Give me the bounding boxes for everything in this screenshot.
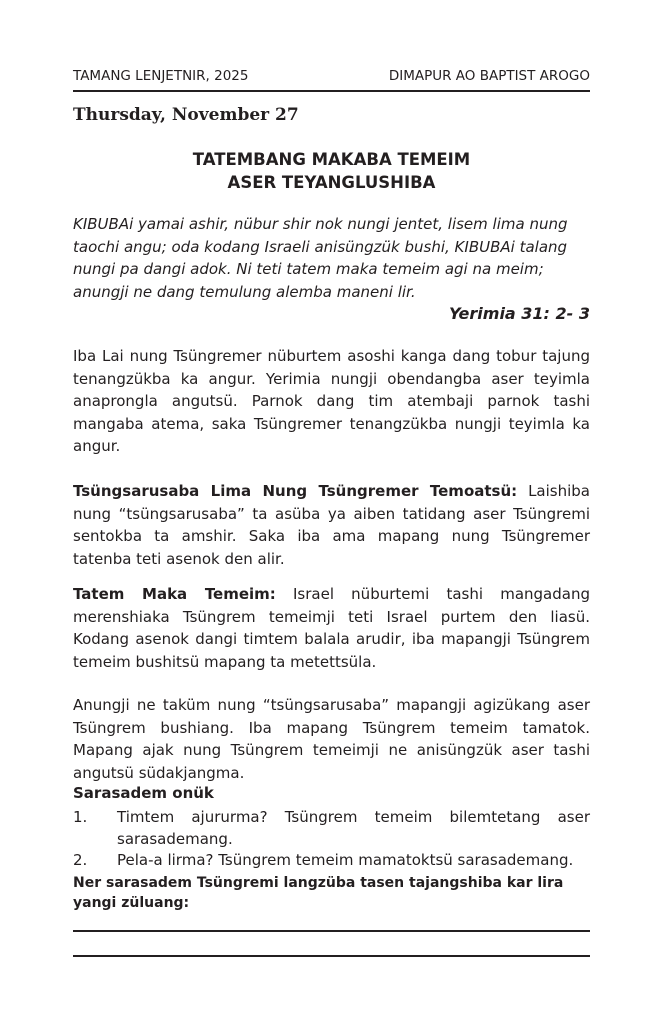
page-header (73, 66, 590, 88)
question-item (73, 849, 590, 871)
scripture-reference: Yerimia 31: 2- 3 (449, 304, 590, 323)
question-number: 2. (73, 851, 88, 869)
question-item (73, 806, 590, 850)
questions-heading: Sarasadem onük (73, 784, 214, 802)
section-1-heading: Tsüngsarusaba Lima Nung Tsüngremer Temoatsü: (73, 482, 518, 500)
question-text: Timtem ajururma? Tsüngrem temeim bilemtetang aser sarasademang. (117, 808, 590, 848)
publisher-name: DIMAPUR AO BAPTIST AROGO (388, 68, 590, 84)
section-2-paragraph (73, 583, 590, 673)
intro-paragraph: Iba Lai nung Tsüngremer nüburtem asoshi kanga dang tobur tajung tenangzükba ka angur. Yerimia nungji obendangba aser teyimla anaprongla angutsü. Parnok dang tim atembaji parnok tashi mangaba atema, saka Tsüngremer tenangzükba nungji teyimla ka angur. (73, 347, 590, 455)
section-1-paragraph (73, 480, 590, 570)
section-2-heading: Tatem Maka Temeim: (73, 585, 276, 603)
header-divider (73, 90, 590, 92)
section-1-text: Laishiba nung “tsüngsarusaba” ta asüba ya aiben tatidang aser Tsüngremi sentokba ta amshir. Saka iba ama mapang nung Tsüngremer tatenba teti asenok den alir. (73, 482, 590, 568)
question-number: 1. (73, 808, 88, 826)
question-text: Pela-a lirma? Tsüngrem temeim mamatoktsü sarasademang. (117, 851, 574, 869)
publication-title: TAMANG LENJETNIR, 2025 (73, 68, 249, 84)
response-prompt: Ner sarasadem Tsüngremi langzüba tasen tajangshiba kar lira yangi züluang: (73, 875, 564, 911)
closing-paragraph: Anungji ne taküm nung “tsüngsarusaba” mapangji agizükang aser Tsüngrem bushiang. Iba mapang Tsüngrem temeim tamatok. Mapang ajak nung Tsüngrem temeimji ne anisüngzük aser tashi angutsü südakjangma. (73, 696, 590, 782)
title-line-2: ASER TEYANGLUSHIBA (227, 173, 436, 192)
answer-line[interactable] (73, 955, 590, 957)
scripture-verse: KIBUBAi yamai ashir, nübur shir nok nungi jentet, lisem lima nung taochi angu; oda kodang Israeli anisüngzük bushi, KIBUBAi talang nungi pa dangi adok. Ni teti tatem maka temeim agi na meim; anungji ne dang temulung alemba maneni lir. (73, 215, 568, 301)
section-2-text: Israel nüburtemi tashi mangadang merenshiaka Tsüngrem temeimji teti Israel purtem den liasü. Kodang asenok dangi timtem balala arudir, iba mapangji Tsüngrem temeim bushitsü mapang ta metettsüla. (73, 585, 590, 671)
answer-line[interactable] (73, 930, 590, 932)
devotion-title (73, 148, 590, 194)
devotion-date: Thursday, November 27 (73, 105, 299, 125)
title-line-1: TATEMBANG MAKABA TEMEIM (192, 150, 471, 169)
